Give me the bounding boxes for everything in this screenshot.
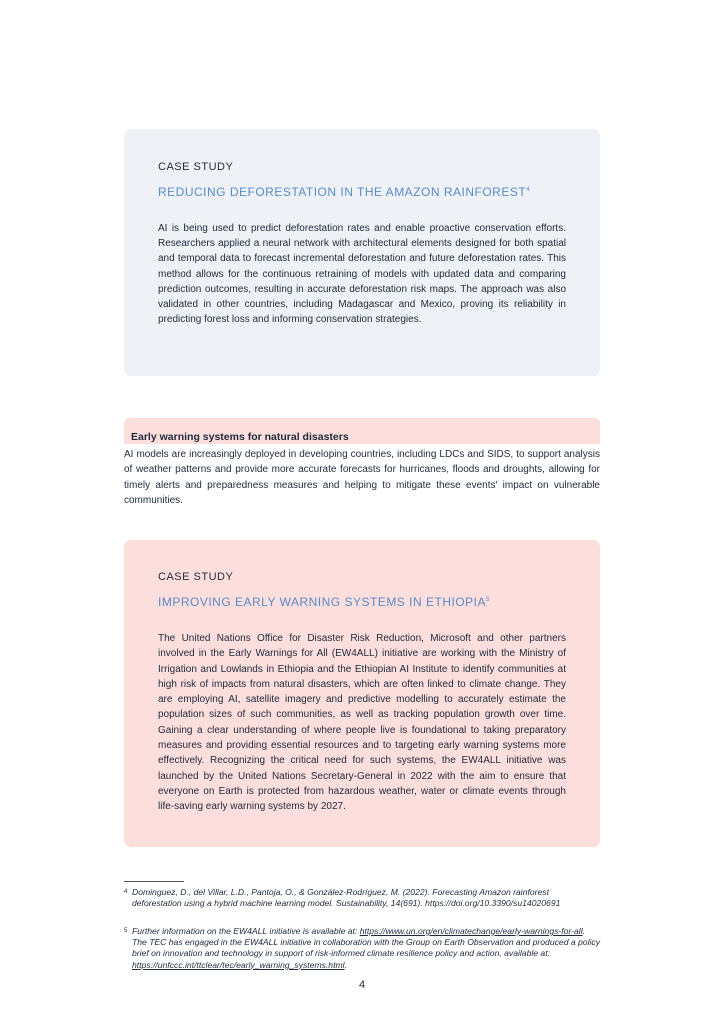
case-study-ethiopia — [124, 540, 600, 847]
footnote-divider — [124, 881, 184, 882]
footnote-4 — [124, 887, 600, 909]
page-number: 4 — [358, 979, 366, 991]
footnote-number: 4 — [124, 889, 128, 895]
case-study-title-text: REDUCING DEFORESTATION IN THE AMAZON RAINFOREST — [158, 185, 527, 199]
tec-policy-brief-link[interactable]: https://unfccc.int/ttclear/tec/early_warning_systems.html — [132, 959, 345, 970]
footnote-number: 5 — [124, 928, 128, 934]
section-heading: Early warning systems for natural disasters — [131, 431, 349, 443]
case-study-label: CASE STUDY — [158, 571, 234, 583]
case-study-amazon — [124, 129, 600, 376]
footnote-ref[interactable]: 4 — [526, 187, 531, 193]
footnote-text — [124, 926, 600, 971]
case-study-title-text: IMPROVING EARLY WARNING SYSTEMS IN ETHIOPIA — [158, 595, 486, 609]
case-study-label: CASE STUDY — [158, 161, 234, 173]
footnote-ref[interactable]: 5 — [486, 597, 490, 603]
footnote-text-part: . The TEC has engaged in the EW4ALL initiative in collaboration with the Group on Earth Observation and produced a policy brief on innovation and technology in support of risk-informed climate resilience policy and action, available at: — [132, 926, 601, 959]
case-study-body: The United Nations Office for Disaster Risk Reduction, Microsoft and other partners involved in the Early Warnings for All (EW4ALL) initiative are working with the Ministry of Irrigation and Lowlands in Ethiopia and the Ethiopian AI Institute to identify communities at high risk of impacts from natural disasters, which are often linked to climate change. They are employing AI, satellite imagery and predictive modelling to accurately estimate the population sizes of such communities, as well as tracking population growth over time. Gaining a clear understanding of where people live is foundational to taking preparatory measures and providing essential resources and to targeting early warning systems more effectively. Recognizing the critical need for such systems, the EW4ALL initiative was launched by the United Nations Secretary-General in 2022 with the aim to ensure that everyone on Earth is protected from hazardous weather, water or climate events through life-saving early warning systems by 2027. — [158, 633, 566, 813]
footnote-text-part: . — [344, 959, 347, 970]
ew4all-link[interactable]: https://www.un.org/en/climatechange/early-warnings-for-all — [359, 926, 583, 936]
footnote-text-part: Further information on the EW4ALL initiative is available at: — [132, 926, 360, 936]
footnote-text: Dominguez, D., del Villar, L.D., Pantoja, O., & González-Rodríguez, M. (2022). Forecasting Amazon rainforest deforestation using a hybrid machine learning model. Sustainability, 14(691). https://doi.org/10.3390/su14020691 — [132, 887, 561, 909]
section-heading-bar — [124, 418, 600, 444]
case-study-title — [158, 185, 566, 199]
section-paragraph: AI models are increasingly deployed in developing countries, including LDCs and SIDS, to support analysis of weather patterns and provide more accurate forecasts for hurricanes, floods and droughts, allowing for timely alerts and preparedness measures and helping to mitigate these events' impact on vulnerable communities. — [124, 449, 600, 506]
case-study-body: AI is being used to predict deforestation rates and enable proactive conservation efforts. Researchers applied a neural network with architectural elements designed for both spatial and temporal data to forecast incremental deforestation and future deforestation rates. This method allows for the continuous retraining of models with updated data and comparing prediction outcomes, resulting in accurate deforestation risk maps. The approach was also validated in other countries, including Madagascar and Mexico, proving its reliability in predicting forest loss and informing conservation strategies. — [158, 223, 566, 326]
case-study-title — [158, 595, 566, 609]
footnote-5 — [124, 926, 600, 971]
